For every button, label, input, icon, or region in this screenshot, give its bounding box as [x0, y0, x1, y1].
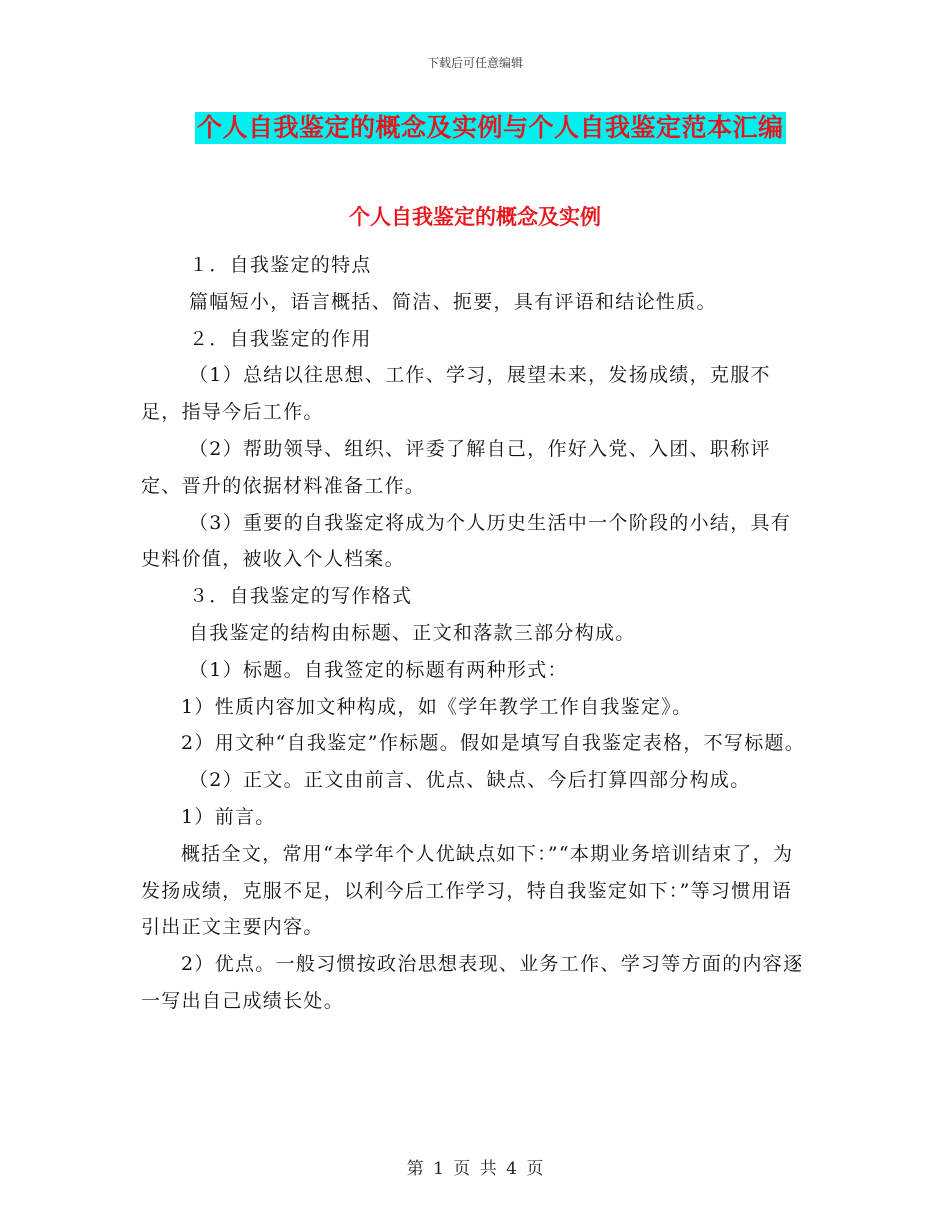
section-title: 个人自我鉴定的概念及实例 — [349, 204, 601, 229]
heading-features: １．自我鉴定的特点 — [189, 254, 372, 276]
document-title: 个人自我鉴定的概念及实例与个人自我鉴定范本汇编 — [197, 113, 784, 142]
document-body — [141, 247, 809, 1020]
paragraph-purpose-2: （2）帮助领导、组织、评委了解自己，作好入党、入团、职称评定、晋升的依据材料准备工作。 — [141, 437, 771, 497]
page-footer: 第 1 页 共 4 页 — [406, 1159, 544, 1179]
paragraph-preface-heading: 1）前言。 — [181, 805, 276, 828]
page-header: 下载后可任意编辑 — [426, 56, 523, 70]
paragraph-purpose-1: （1）总结以往思想、工作、学习，展望未来，发扬成绩，克服不足，指导今后工作。 — [141, 364, 771, 424]
heading-format: ３．自我鉴定的写作格式 — [189, 585, 413, 608]
heading-purpose: ２．自我鉴定的作用 — [189, 327, 372, 350]
paragraph-purpose-3: （3）重要的自我鉴定将成为个人历史生活中一个阶段的小结，具有史料价值，被收入个人档案。 — [141, 511, 792, 571]
paragraph-preface-text: 概括全文，常用“本学年个人优缺点如下：”“本期业务培训结束了，为发扬成绩，克服不足，以利今后工作学习，特自我鉴定如下：”等习惯用语引出正文主要内容。 — [141, 842, 794, 939]
paragraph-title-form-1: 1）性质内容加文种构成，如《学年教学工作自我鉴定》。 — [181, 695, 693, 718]
paragraph-strengths: 2）优点。一般习惯按政治思想表现、业务工作、学习等方面的内容逐一写出自己成绩长处。 — [141, 953, 804, 1012]
paragraph-structure: 自我鉴定的结构由标题、正文和落款三部分构成。 — [189, 621, 636, 644]
paragraph-title-form-2: 2）用文种“自我鉴定”作标题。假如是填写自我鉴定表格，不写标题。 — [181, 732, 806, 755]
paragraph-title-forms: （1）标题。自我签定的标题有两种形式： — [189, 658, 568, 681]
paragraph-features: 篇幅短小，语言概括、简洁、扼要，具有评语和结论性质。 — [189, 290, 717, 313]
paragraph-body-parts: （2）正文。正文由前言、优点、缺点、今后打算四部分构成。 — [189, 769, 751, 792]
